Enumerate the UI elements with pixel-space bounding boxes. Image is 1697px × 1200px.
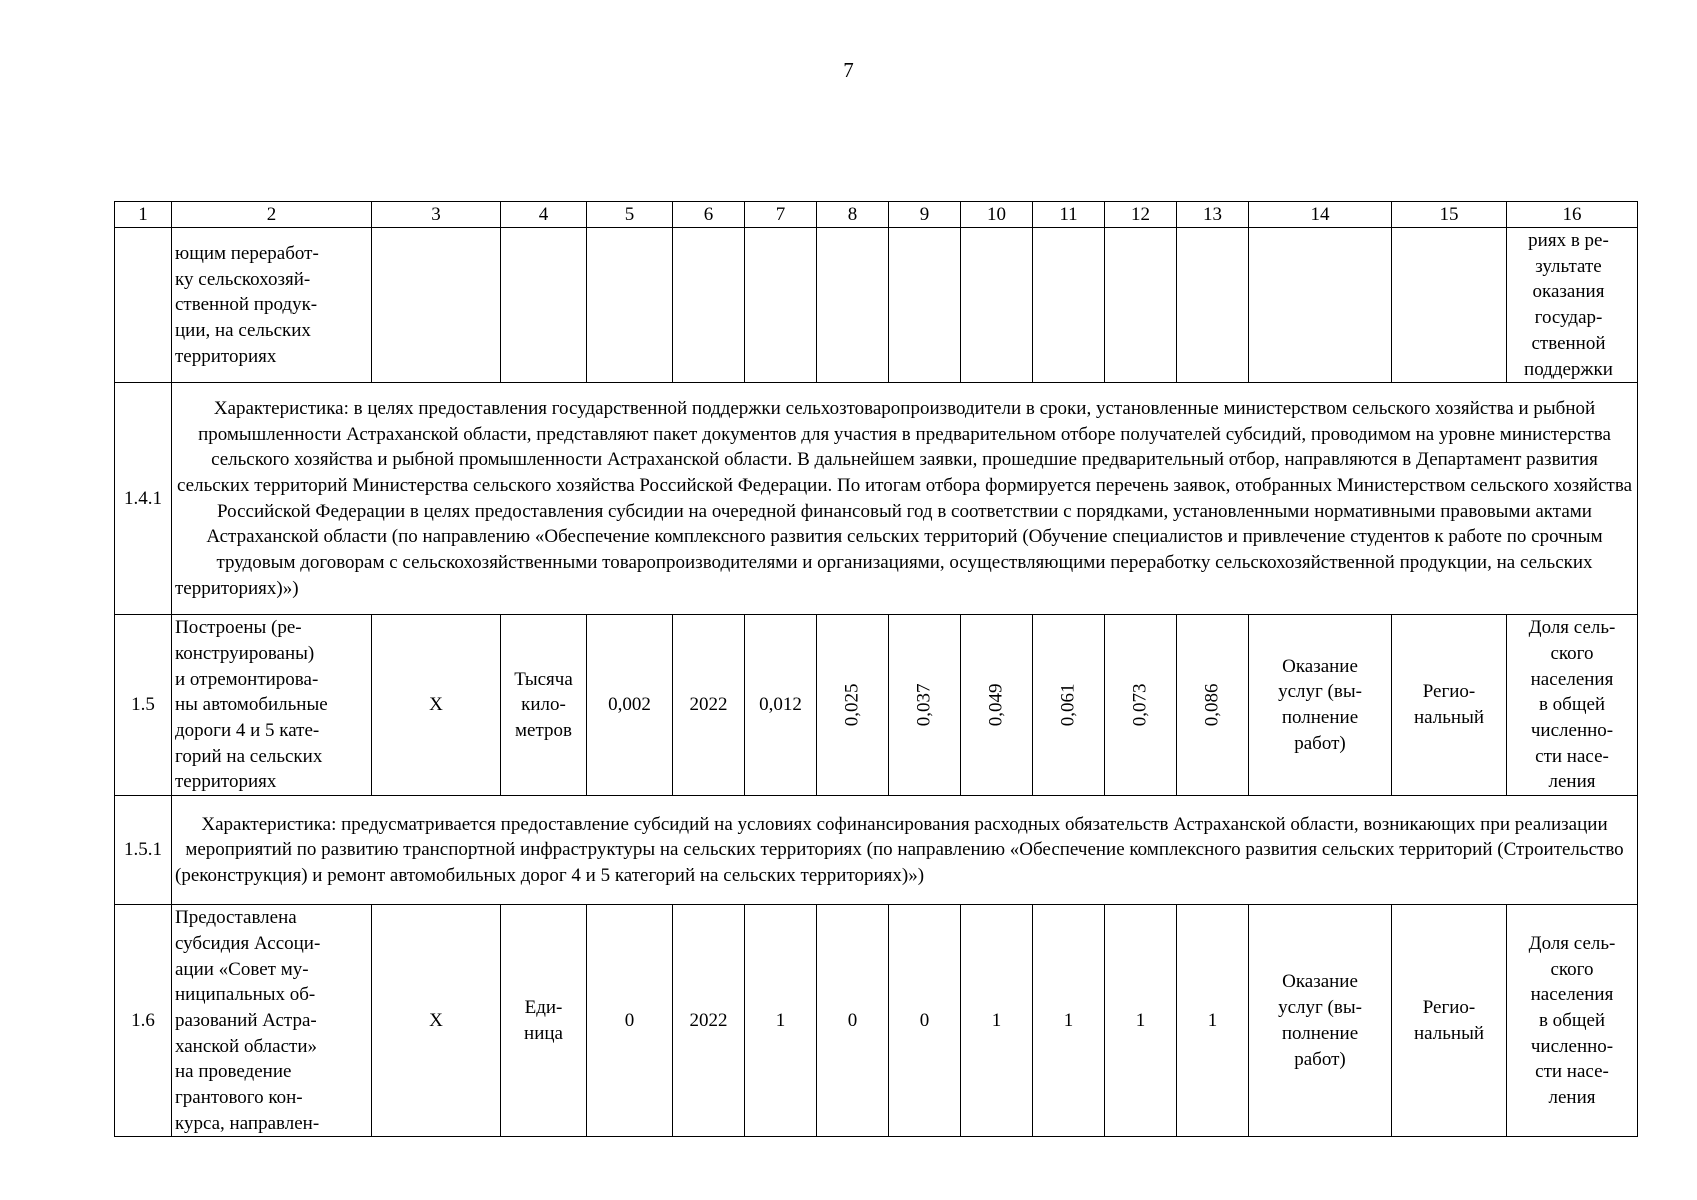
header-cell: 5	[587, 202, 673, 228]
indicators-table	[114, 201, 1638, 1137]
value-cell-vertical: 0,061	[1057, 683, 1079, 727]
value-cell-vertical: 0,049	[985, 683, 1007, 727]
table-cell: 2022	[673, 615, 745, 796]
header-cell: 3	[372, 202, 501, 228]
indicator-row-1-6	[115, 905, 1638, 1137]
indicator-name: Предоставлена субсидия Ассоци- ации «Совет му- ниципальных об- разований Астра- ханской области» на проведение грантового кон- курса, направлен-	[175, 907, 321, 1134]
value-cell-vertical: 0,037	[913, 683, 935, 727]
table-cell: Оказание услуг (вы- полнение работ)	[1278, 655, 1362, 754]
header-cell: 16	[1507, 202, 1638, 228]
table-cell: Регио- нальный	[1413, 997, 1485, 1044]
characteristic-text: Характеристика: в целях предоставления государственной поддержки сельхозтоваропроизводители в сроки, установленные министерством сельского хозяйства и рыбной промышленности Астраханской области, представляют пакет документов для участия в предварительном отборе получателей субсидий, проводимом на уровне министерства сельского хозяйства и рыбной промышленности Астраханской области. В дальнейшем заявки, прошедшие предварительный отбор, направляются в Департамент развития сельских территорий Министерства сельского хозяйства Российской Федерации. По итогам отбора формируется перечень заявок, отобранных Министерством сельского хозяйства Российской Федерации в целях предоставления субсидии на очередной финансовый год в соответствии с порядками, установленными нормативными правовыми актами Астраханской области (по направлению «Обеспечение комплексного развития сельских территорий (Обучение специалистов и привлечение студентов к работе по срочным трудовым договорам с сельскохозяйственными товаропроизводителями и организациями, осуществляющими переработку сельскохозяйственной продукции, на сельских территориях)»)	[172, 383, 1638, 615]
table-cell: 1	[745, 905, 817, 1137]
row-number: 1.6	[115, 905, 172, 1137]
table-cell: 1	[1105, 905, 1177, 1137]
header-cell: 15	[1392, 202, 1507, 228]
value-cell-vertical: 0,073	[1129, 683, 1151, 727]
table-cell: 0	[889, 905, 961, 1137]
header-cell: 7	[745, 202, 817, 228]
table-cell: 1	[1177, 905, 1249, 1137]
header-cell: 14	[1249, 202, 1392, 228]
table-cell: Регио- нальный	[1413, 681, 1485, 729]
table-cell: Доля сель- ского населения в общей численно- сти насе- ления	[1528, 617, 1616, 793]
row-number: 1.5	[115, 615, 172, 796]
value-cell-vertical: 0,086	[1201, 683, 1223, 727]
indicator-type-continued: риях в ре- зультате оказания государ- ственной поддержки	[1524, 230, 1613, 380]
header-cell: 11	[1033, 202, 1105, 228]
header-cell: 9	[889, 202, 961, 228]
header-cell: 12	[1105, 202, 1177, 228]
table-cell: 0	[587, 905, 673, 1137]
characteristic-text: Характеристика: предусматривается предоставление субсидий на условиях софинансирования расходных обязательств Астраханской области, возникающих при реализации мероприятий по развитию транспортной инфраструктуры на сельских территориях (по направлению «Обеспечение комплексного развития сельских территорий (Строительство (реконструкция) и ремонт автомобильных дорог 4 и 5 категорий на сельских территориях)»)	[172, 796, 1638, 905]
row-number: 1.5.1	[115, 796, 172, 905]
table-cell: Оказание услуг (вы- полнение работ)	[1278, 971, 1362, 1070]
header-cell: 13	[1177, 202, 1249, 228]
header-cell: 2	[172, 202, 372, 228]
header-cell: 10	[961, 202, 1033, 228]
page-number: 7	[843, 58, 854, 82]
header-cell: 6	[673, 202, 745, 228]
header-cell: 8	[817, 202, 889, 228]
table-cell: 1	[1033, 905, 1105, 1137]
header-cell: 1	[115, 202, 172, 228]
table-cell: 0,012	[745, 615, 817, 796]
table-cell: 0	[817, 905, 889, 1137]
continuation-row	[115, 228, 1638, 383]
row-number: 1.4.1	[115, 383, 172, 615]
table-cell: Доля сель- ского населения в общей численно- сти насе- ления	[1528, 932, 1616, 1109]
value-cell-vertical: 0,025	[841, 683, 863, 727]
table-cell: 0,002	[587, 615, 673, 796]
indicator-row-1-5	[115, 615, 1638, 796]
table-cell: 2022	[673, 905, 745, 1137]
indicator-name: Построены (ре- конструированы) и отремонтирова- ны автомобильные дороги 4 и 5 кате- горий на сельских территориях	[175, 617, 328, 793]
unit-cell: Еди- ница	[524, 997, 563, 1044]
characteristic-row-1-5-1	[115, 796, 1638, 905]
unit-cell: Тысяча кило- метров	[514, 668, 573, 742]
table-cell: 1	[961, 905, 1033, 1137]
indicator-name-continued: ющим переработ- ку сельскохозяй- ственной продук- ции, на сельских территориях	[175, 242, 319, 367]
table-cell: Х	[372, 615, 501, 796]
header-row	[115, 202, 1638, 228]
table-cell: Х	[372, 905, 501, 1137]
header-cell: 4	[501, 202, 587, 228]
characteristic-row-1-4-1	[115, 383, 1638, 615]
